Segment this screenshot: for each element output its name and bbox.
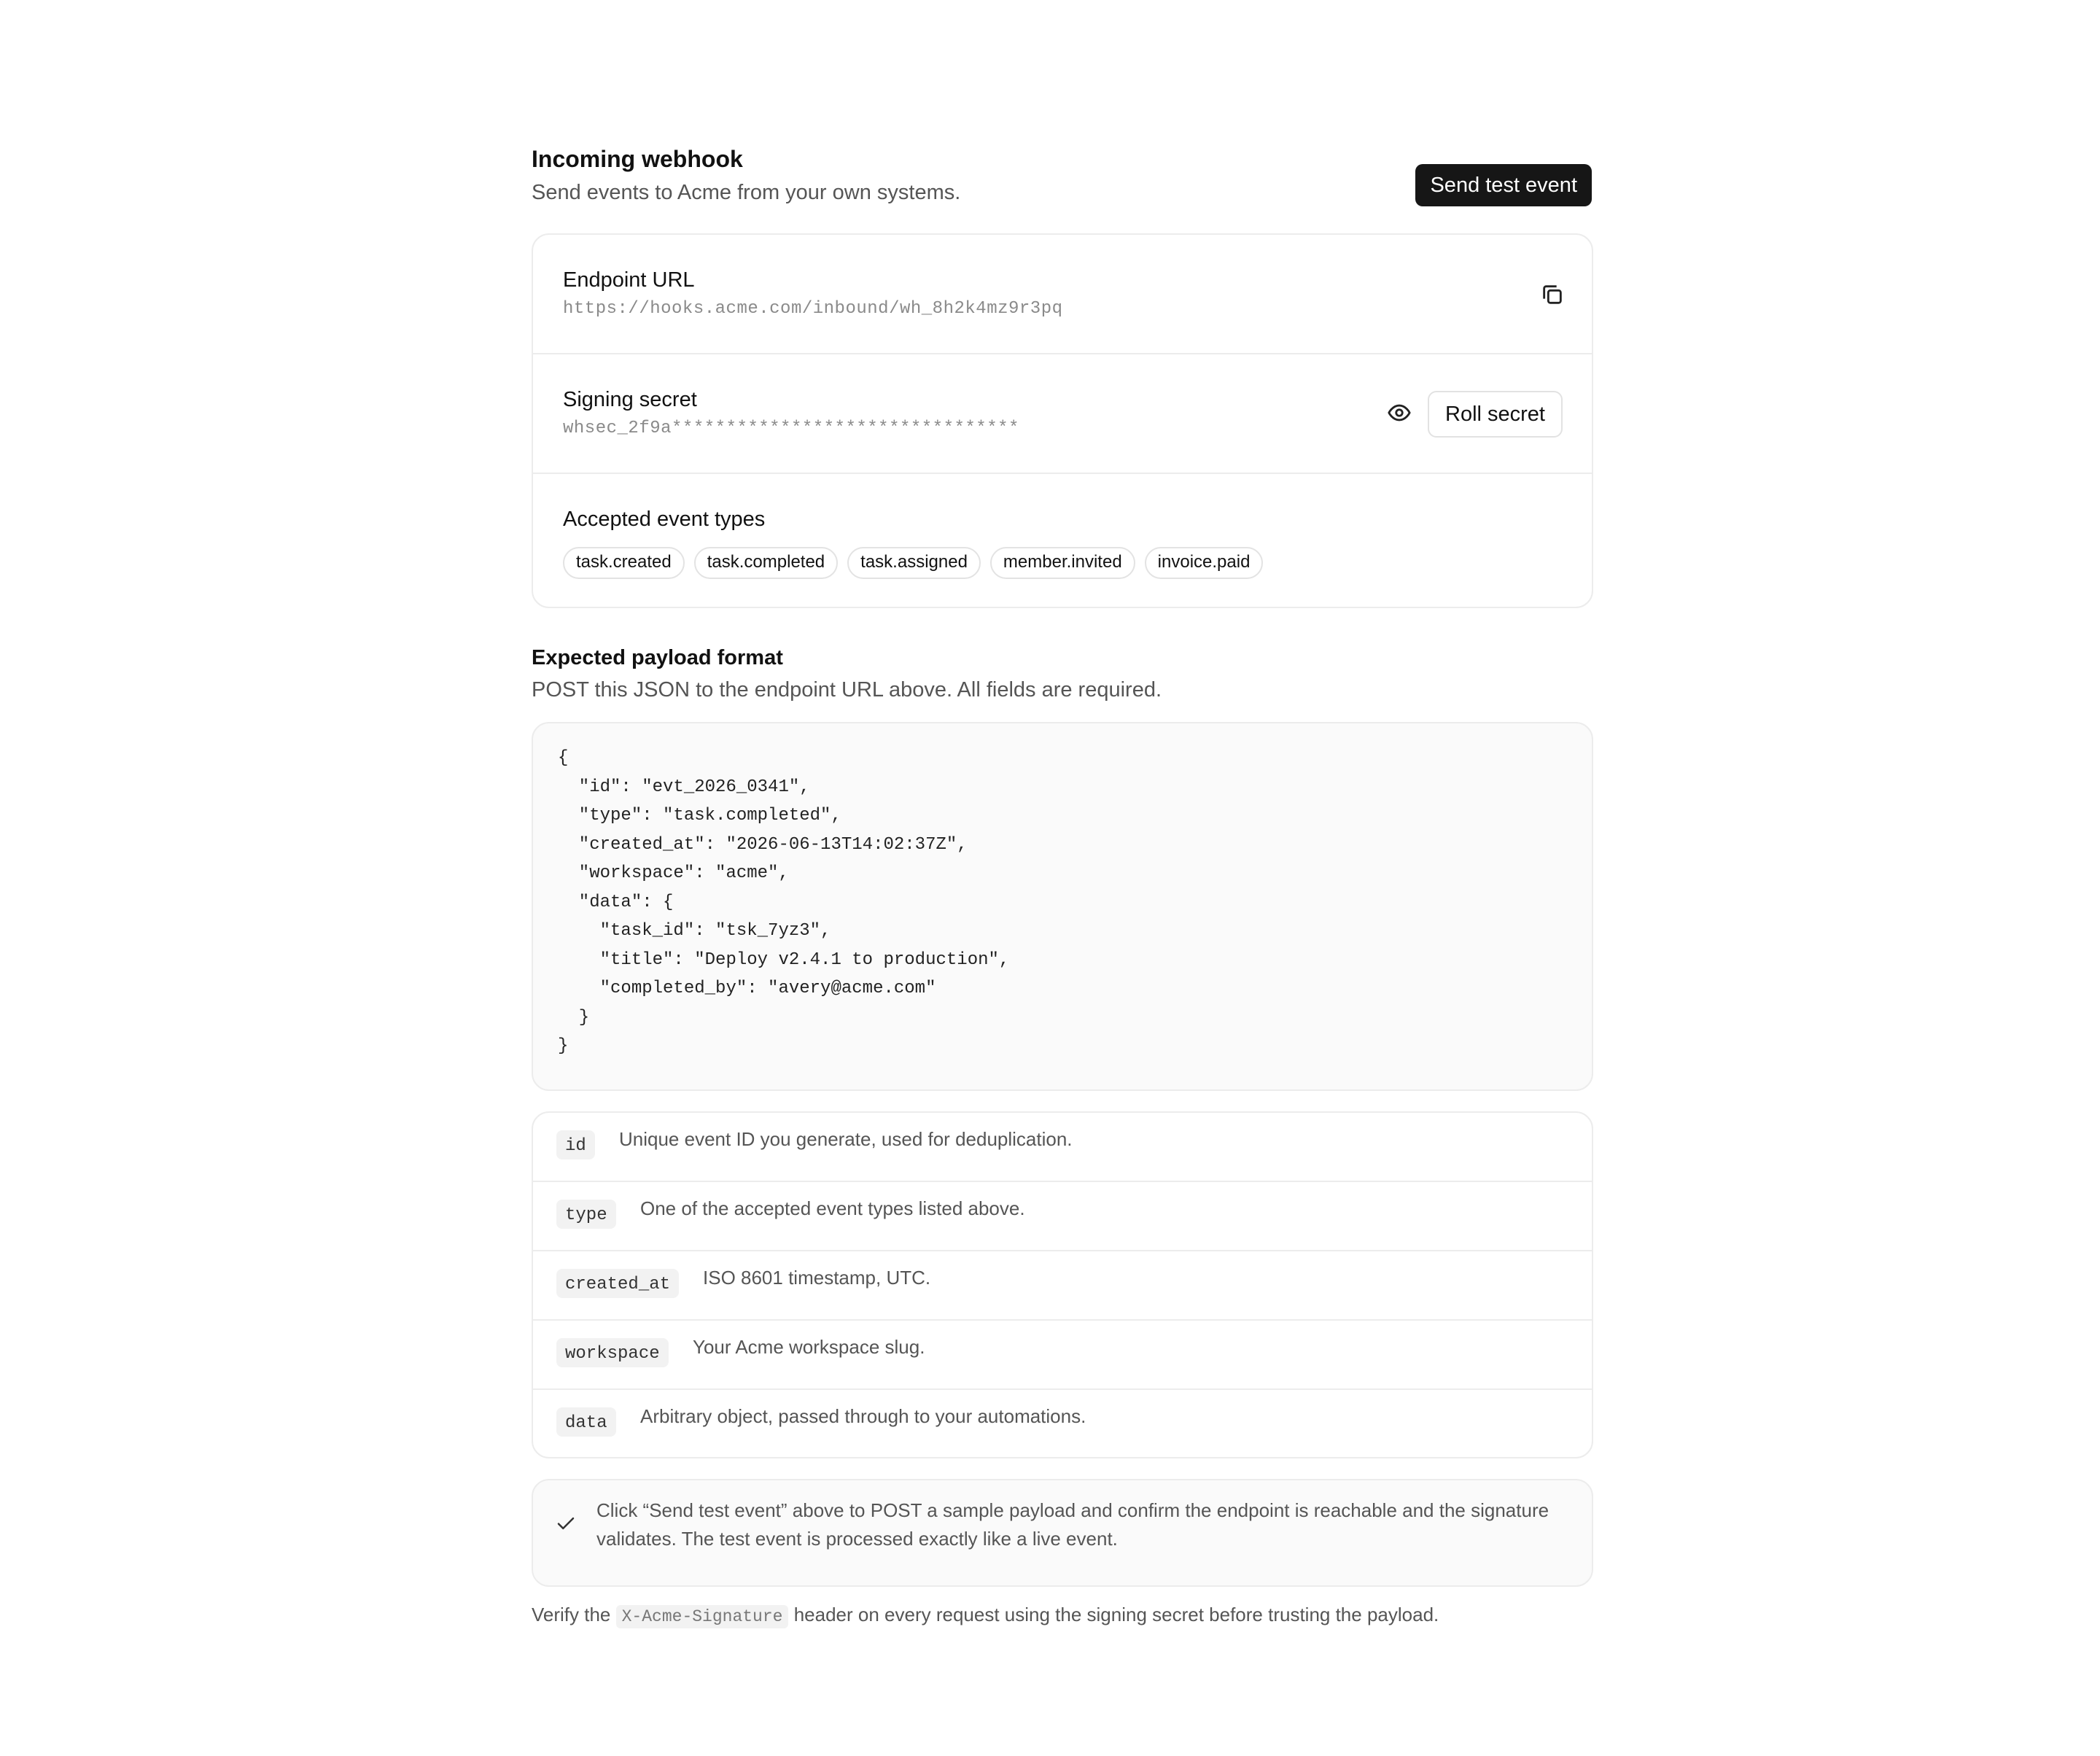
webhook-settings-card: [532, 233, 1593, 608]
event-type-list: [563, 547, 1263, 579]
endpoint-url-value: https://hooks.acme.com/inbound/wh_8h2k4mz9r3pq: [563, 299, 1063, 319]
signature-hint-before: Verify the: [532, 1604, 616, 1625]
field-name: type: [556, 1200, 616, 1229]
payload-section-title: Expected payload format: [532, 646, 783, 669]
table-row: [533, 1321, 1592, 1390]
field-description: One of the accepted event types listed above.: [640, 1197, 1025, 1219]
field-name: workspace: [556, 1338, 669, 1367]
event-type-chip: member.invited: [990, 547, 1135, 579]
event-type-chip: task.completed: [694, 547, 838, 579]
endpoint-url-label: Endpoint URL: [563, 268, 695, 292]
accepted-events-row: [533, 474, 1592, 607]
test-event-note-text: Click “Send test event” above to POST a sample payload and confirm the endpoint is reachable and the signature validates. The test event is processed exactly like a live event.: [596, 1499, 1549, 1550]
table-row: [533, 1390, 1592, 1458]
test-event-note: [532, 1479, 1593, 1587]
field-name: id: [556, 1130, 595, 1159]
copy-icon[interactable]: [1533, 276, 1571, 314]
eye-icon[interactable]: [1380, 394, 1418, 432]
send-test-event-button[interactable]: Send test event: [1415, 164, 1592, 206]
page-header: [532, 143, 1592, 216]
payload-fields-table: [532, 1111, 1593, 1458]
signature-hint-after: header on every request using the signing secret before trusting the payload.: [788, 1604, 1439, 1625]
table-row: [533, 1251, 1592, 1321]
signing-secret-row: [533, 354, 1592, 474]
field-name: data: [556, 1407, 616, 1437]
table-row: [533, 1113, 1592, 1182]
endpoint-url-row: [533, 235, 1592, 354]
signature-hint: [532, 1600, 1439, 1629]
field-description: ISO 8601 timestamp, UTC.: [703, 1267, 931, 1289]
signing-secret-label: Signing secret: [563, 388, 697, 411]
table-row: [533, 1182, 1592, 1251]
roll-secret-button[interactable]: Roll secret: [1428, 391, 1563, 438]
field-name: created_at: [556, 1269, 679, 1298]
field-description: Unique event ID you generate, used for deduplication.: [619, 1128, 1073, 1150]
event-type-chip: task.assigned: [847, 547, 981, 579]
check-icon: [555, 1512, 577, 1538]
payload-section-subtitle: POST this JSON to the endpoint URL above. All fields are required.: [532, 678, 1162, 702]
page-title: Incoming webhook: [532, 146, 743, 172]
payload-code-block: [532, 722, 1593, 1091]
signature-header-code: X-Acme-Signature: [616, 1605, 789, 1628]
signing-secret-value: whsec_2f9a********************************: [563, 419, 1019, 438]
event-type-chip: task.created: [563, 547, 685, 579]
field-description: Your Acme workspace slug.: [693, 1336, 925, 1358]
field-description: Arbitrary object, passed through to your automations.: [640, 1405, 1086, 1427]
event-type-chip: invoice.paid: [1145, 547, 1264, 579]
page-subtitle: Send events to Acme from your own systems.: [532, 181, 961, 204]
payload-code: { "id": "evt_2026_0341", "type": "task.completed", "created_at": "2026-06-13T14:02:37Z", "workspace": "acme", "data": { "task_id": "tsk_7yz3", "title": "Deploy v2.4.1 to production", "completed_by": "avery@acme.com" } }: [558, 748, 1010, 1056]
accepted-events-label: Accepted event types: [563, 508, 766, 531]
